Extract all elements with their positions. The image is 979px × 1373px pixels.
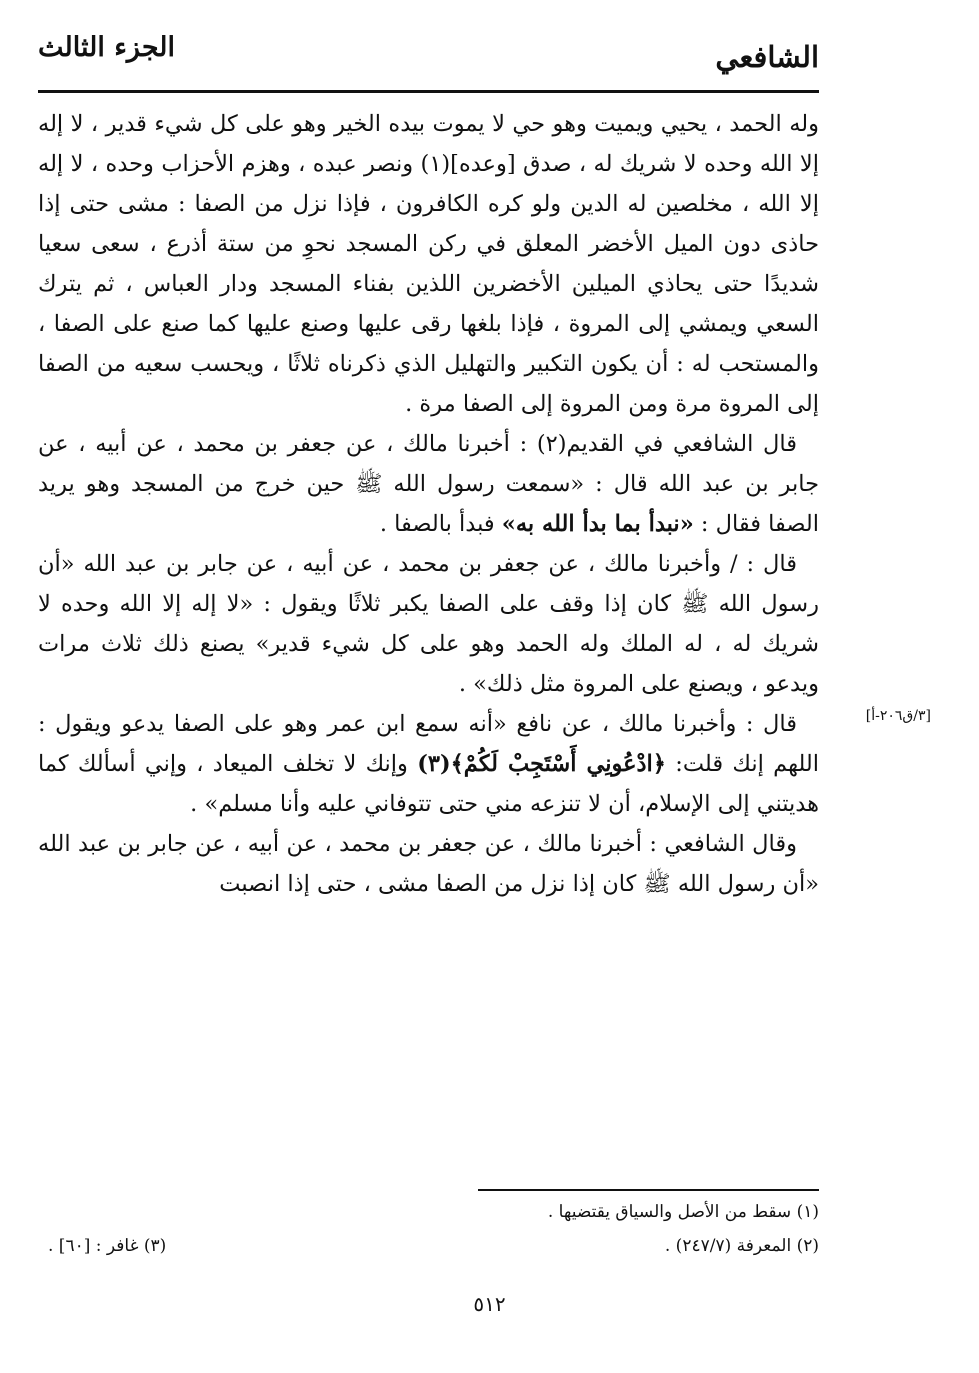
paragraph-1: وله الحمد ، يحيي ويميت وهو حي لا يموت بيده الخير وهو على كل شيء قدير ، لا إله إلا الله وحده لا شريك له ، صدق [وعده](١) ونصر عبده ، وهزم الأحزاب وحده ، لا إله إلا الله ، مخلصين له الدين ولو كره الكافرون ، فإذا نزل من الصفا : مشى حتى إذا حاذى دون الميل الأخضر المعلق في ركن المسجد نحوِ من ستة أذرع ، سعى سعيا شديدًا حتى يحاذي الميلين الأخضرين اللذين بفناء المسجد ودار العباس ، ثم يترك السعي ويمشي إلى المروة ، فإذا بلغها رقى عليها وصنع عليها كما صنع على الصفا ، والمستحب له : أن يكون التكبير والتهليل الذي ذكرناه ثلاثًا ، ويحسب سعيه من الصفا إلى المروة مرة ومن المروة إلى الصفا مرة .	[38, 111, 819, 417]
paragraph-2	[38, 424, 819, 544]
paragraph-3: قال : / وأخبرنا مالك ، عن جعفر بن محمد ، عن أبيه ، عن جابر بن عبد الله «أن رسول الله ﷺ كان إذا وقف على الصفا يكبر ثلاثًا ويقول : «لا إله إلا الله وحده لا شريك له ، له الملك وله الحمد وهو على كل شيء قدير» يصنع ذلك ثلاث مرات ويدعو ، ويصنع على المروة مثل ذلك» .	[38, 551, 819, 697]
main-text	[38, 104, 819, 904]
paragraph-5: وقال الشافعي : أخبرنا مالك ، عن جعفر بن محمد ، عن أبيه ، عن جابر بن عبد الله «أن رسول الله ﷺ كان إذا نزل من الصفا مشى ، حتى إذا انصبت	[38, 831, 819, 897]
paragraph-4	[38, 704, 819, 824]
footnote-3: (٣) غافر : [٦٠] .	[48, 1236, 167, 1256]
paragraph-2-text-a: قال الشافعي في القديم(٢) : أخبرنا مالك ، عن جعفر بن محمد ، عن أبيه ، عن جابر بن عبد الله قال : «سمعت رسول الله ﷺ حين خرج من المسجد وهو يريد الصفا فقال :	[38, 431, 819, 537]
paragraph-2-quote: «نبدأ بما بدأ الله به»	[501, 511, 694, 537]
page-number: ٥١٢	[473, 1292, 506, 1316]
page-header-book-title: الشافعي	[715, 40, 819, 74]
paragraph-2-text-b: فبدأ بالصفا .	[379, 511, 502, 537]
footnote-divider	[478, 1189, 819, 1191]
header-divider	[38, 90, 819, 93]
page-header-volume: الجزء الثالث	[38, 32, 175, 63]
paragraph-4-text-a: قال : وأخبرنا مالك ، عن نافع «أنه سمع ابن عمر وهو على الصفا يدعو ويقول : اللهم إنك قلت:	[38, 711, 820, 777]
footnote-1: (١) سقط من الأصل والسياق يقتضيها .	[547, 1202, 819, 1222]
paragraph-4-quran-verse: ﴿ادْعُونِي أَسْتَجِبْ لَكُمْ﴾(٣)	[417, 751, 666, 777]
paragraph-4-text-b: وإنك لا تخلف الميعاد ، وإني أسألك كما هديتني إلى الإسلام، أن لا تنزعه مني حتى تتوفاني عليه وأنا مسلم» .	[38, 751, 819, 817]
footnote-2: (٢) المعرفة (٢٤٧/٧) .	[664, 1236, 819, 1256]
manuscript-margin-note: [٣/ق٢٠٦-أ]	[865, 708, 931, 724]
